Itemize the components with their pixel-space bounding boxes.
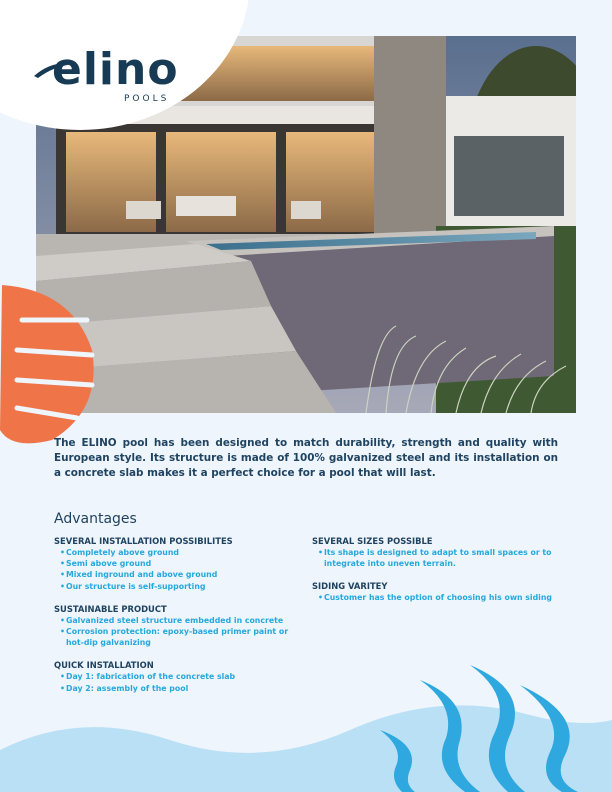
advantages-title: Advantages [54,511,137,527]
brand-name: elino [52,44,179,95]
brand-logo [34,44,204,104]
list-item: • Our structure is self-supporting [54,581,304,592]
list-item: • Customer has the option of choosing his own siding [312,592,562,603]
advantages-right-column [312,536,562,616]
monstera-leaf-icon [0,280,102,450]
brand-tagline: POOLS [124,94,170,104]
sizes-list [312,547,562,569]
list-item: • Day 1: fabrication of the concrete slab [54,671,304,682]
wave-decoration [0,660,612,792]
siding-heading: SIDING VARITEY [312,581,388,592]
siding-list [312,592,562,603]
list-item: • Galvanized steel structure embedded in concrete [54,615,304,626]
list-item: • Corrosion protection: epoxy-based primer paint or hot-dip galvanizing [54,626,304,648]
list-item: • Semi above ground [54,558,304,569]
list-item: • Mixed inground and above ground [54,569,304,580]
intro-paragraph: The ELINO pool has been designed to match durability, strength and quality with European style. Its structure is made of 100% galvanized steel and its installation on a concrete slab makes it a perfect choice for a pool that will last. [54,437,558,479]
sustainable-heading: SUSTAINABLE PRODUCT [54,603,167,614]
list-item: • Its shape is designed to adapt to small spaces or to integrate into uneven terrain. [312,547,562,569]
list-item: • Day 2: assembly of the pool [54,683,304,694]
swoosh-icon [34,56,74,80]
list-item: • Completely above ground [54,547,304,558]
sizes-heading: SEVERAL SIZES POSSIBLE [312,536,433,546]
installation-list [54,547,304,592]
quick-install-heading: QUICK INSTALLATION [54,660,154,671]
sustainable-list [54,615,304,649]
installation-heading: SEVERAL INSTALLATION POSSIBILITES [54,536,233,546]
